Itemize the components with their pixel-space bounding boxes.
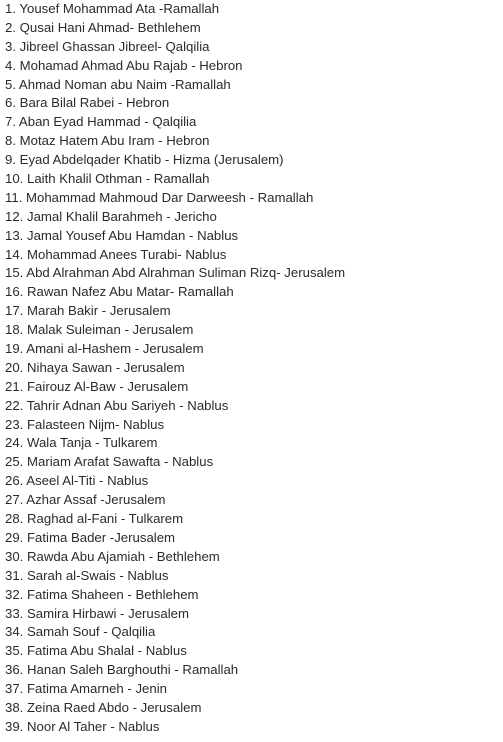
list-item: 27. Azhar Assaf -Jerusalem — [5, 492, 166, 508]
list-item: 31. Sarah al-Swais - Nablus — [5, 567, 169, 583]
list-item: 26. Aseel Al-Titi - Nablus — [5, 473, 149, 489]
names-list — [5, 0, 345, 737]
list-item: 2. Qusai Hani Ahmad- Bethlehem — [5, 19, 201, 35]
list-item: 6. Bara Bilal Rabei - Hebron — [5, 95, 170, 111]
list-item: 7. Aban Eyad Hammad - Qalqilia — [5, 114, 197, 130]
list-item: 12. Jamal Khalil Barahmeh - Jericho — [5, 208, 217, 224]
list-item: 39. Noor Al Taher - Nablus — [5, 718, 160, 734]
list-item: 29. Fatima Bader -Jerusalem — [5, 529, 176, 545]
list-item: 34. Samah Souf - Qalqilia — [5, 624, 156, 640]
list-item: 17. Marah Bakir - Jerusalem — [5, 303, 171, 319]
list-item: 37. Fatima Amarneh - Jenin — [5, 681, 167, 697]
list-item: 22. Tahrir Adnan Abu Sariyeh - Nablus — [5, 397, 229, 413]
list-item: 9. Eyad Abdelqader Khatib - Hizma (Jerusalem) — [5, 152, 284, 168]
list-item: 10. Laith Khalil Othman - Ramallah — [5, 171, 210, 187]
list-item: 33. Samira Hirbawi - Jerusalem — [5, 605, 189, 621]
list-item: 16. Rawan Nafez Abu Matar- Ramallah — [5, 284, 234, 300]
list-item: 18. Malak Suleiman - Jerusalem — [5, 322, 194, 338]
list-item: 15. Abd Alrahman Abd Alrahman Suliman Rizq- Jerusalem — [5, 265, 346, 281]
list-item: 32. Fatima Shaheen - Bethlehem — [5, 586, 199, 602]
list-item: 19. Amani al-Hashem - Jerusalem — [5, 341, 204, 357]
list-item: 35. Fatima Abu Shalal - Nablus — [5, 643, 187, 659]
list-item: 5. Ahmad Noman abu Naim -Ramallah — [5, 76, 231, 92]
list-item: 8. Motaz Hatem Abu Iram - Hebron — [5, 133, 210, 149]
list-item: 20. Nihaya Sawan - Jerusalem — [5, 359, 185, 375]
list-item: 21. Fairouz Al-Baw - Jerusalem — [5, 378, 189, 394]
list-item: 36. Hanan Saleh Barghouthi - Ramallah — [5, 662, 239, 678]
list-item: 38. Zeina Raed Abdo - Jerusalem — [5, 699, 202, 715]
list-item: 30. Rawda Abu Ajamiah - Bethlehem — [5, 548, 220, 564]
list-item: 24. Wala Tanja - Tulkarem — [5, 435, 158, 451]
list-item: 23. Falasteen Nijm- Nablus — [5, 416, 165, 432]
list-item: 25. Mariam Arafat Sawafta - Nablus — [5, 454, 214, 470]
list-item: 3. Jibreel Ghassan Jibreel- Qalqilia — [5, 38, 210, 54]
list-item: 14. Mohammad Anees Turabi- Nablus — [5, 246, 227, 262]
list-item: 28. Raghad al-Fani - Tulkarem — [5, 511, 184, 527]
list-item: 11. Mohammad Mahmoud Dar Darweesh - Ramallah — [5, 189, 314, 205]
list-item: 13. Jamal Yousef Abu Hamdan - Nablus — [5, 227, 239, 243]
list-item: 1. Yousef Mohammad Ata -Ramallah — [5, 1, 220, 16]
list-item: 4. Mohamad Ahmad Abu Rajab - Hebron — [5, 57, 243, 73]
